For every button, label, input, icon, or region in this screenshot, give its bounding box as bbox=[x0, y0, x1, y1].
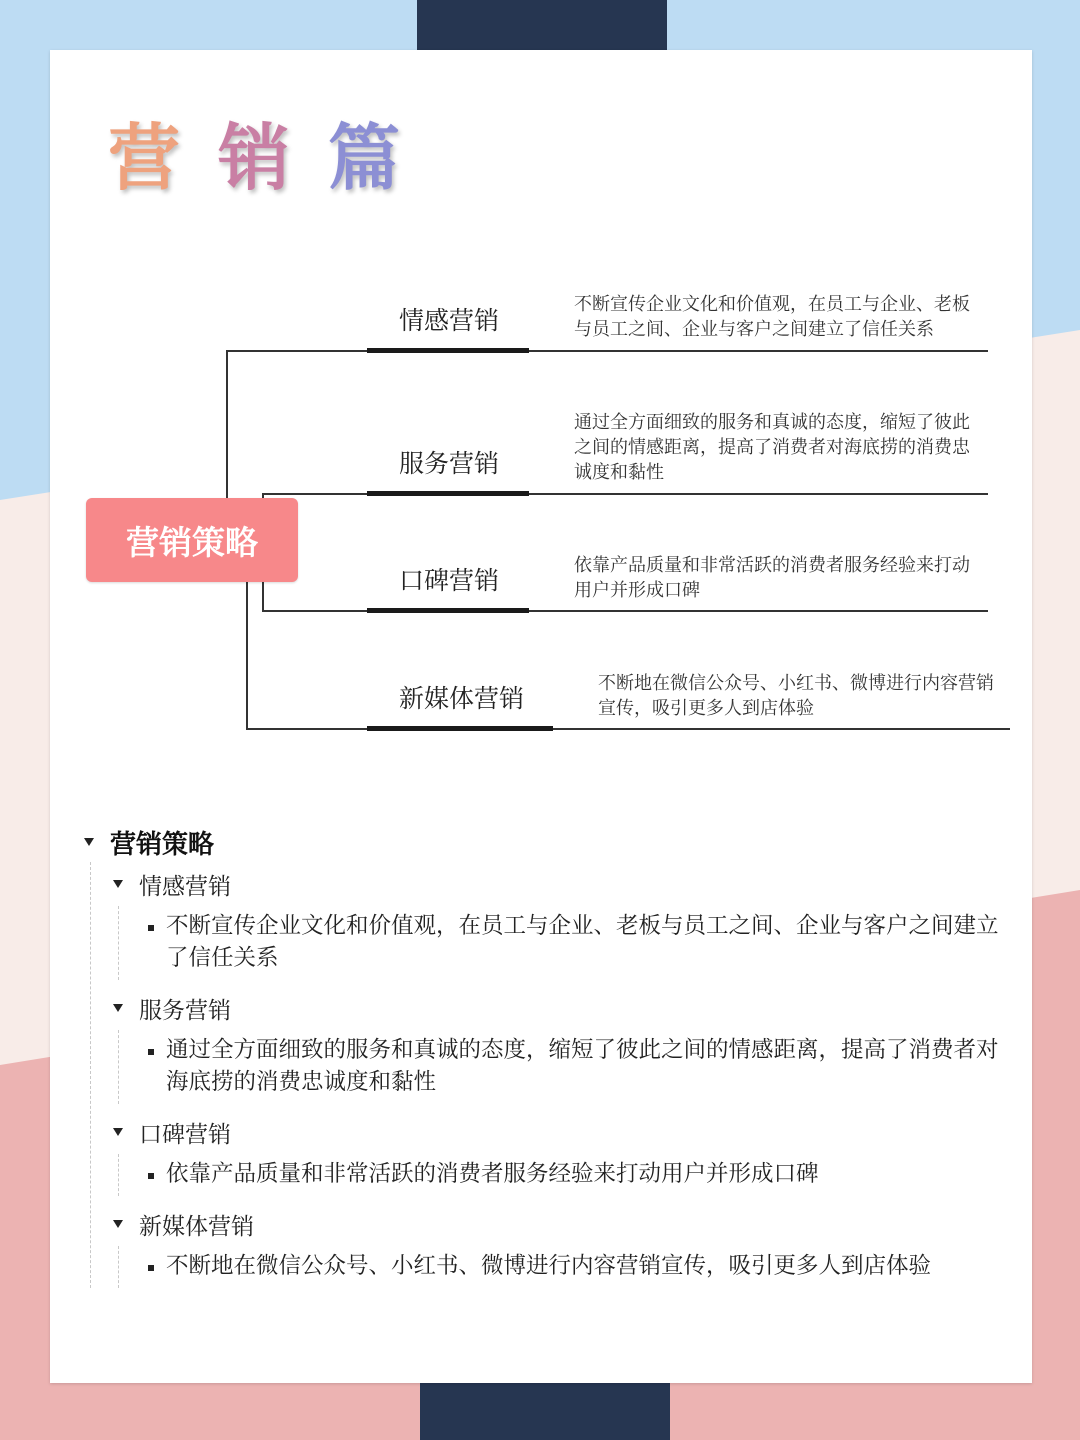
outline-item-word-of-mouth bbox=[113, 1110, 1002, 1196]
outline-item-emotional bbox=[113, 862, 1002, 980]
outline-item-header[interactable] bbox=[113, 862, 1002, 906]
caret-down-icon[interactable] bbox=[113, 880, 123, 888]
outline-leaf bbox=[146, 906, 1002, 980]
connector-lower-horizontal bbox=[246, 728, 1010, 730]
outline-children bbox=[90, 862, 1002, 1288]
title-char-3: 篇 bbox=[328, 115, 439, 200]
branch-desc-emotional: 不断宣传企业文化和价值观，在员工与企业、老板与员工之间、企业与客户之间建立了信任关系 bbox=[574, 294, 970, 340]
caret-down-icon[interactable] bbox=[113, 1220, 123, 1228]
outline-leaf-text: 通过全方面细致的服务和真诚的态度，缩短了彼此之间的情感距离，提高了消费者对海底捞的消费忠诚度和黏性 bbox=[166, 1037, 999, 1095]
caret-down-icon[interactable] bbox=[113, 1128, 123, 1136]
outline-item-label: 情感营销 bbox=[139, 873, 231, 900]
title-char-1: 营 bbox=[108, 115, 219, 200]
outline-leaf bbox=[146, 1154, 1002, 1196]
connector-lower-vertical bbox=[246, 582, 248, 728]
content-card bbox=[50, 50, 1032, 1383]
outline-item-header[interactable] bbox=[113, 986, 1002, 1030]
branch-underline-3 bbox=[367, 608, 529, 613]
outline-item-children bbox=[118, 1246, 1002, 1288]
outline-leaf-text: 不断宣传企业文化和价值观，在员工与企业、老板与员工之间、企业与客户之间建立了信任关系 bbox=[166, 913, 999, 971]
branch-desc-word-of-mouth: 依靠产品质量和非常活跃的消费者服务经验来打动用户并形成口碑 bbox=[574, 555, 970, 601]
outline-item-label: 新媒体营销 bbox=[139, 1213, 254, 1240]
bullet-icon bbox=[148, 1265, 154, 1271]
outline-leaf bbox=[146, 1030, 1002, 1104]
outline-item-children bbox=[118, 1154, 1002, 1196]
branch-desc-service: 通过全方面细致的服务和真诚的态度，缩短了彼此之间的情感距离，提高了消费者对海底捞的消费忠诚度和黏性 bbox=[574, 412, 970, 483]
outline-leaf-text: 依靠产品质量和非常活跃的消费者服务经验来打动用户并形成口碑 bbox=[166, 1161, 819, 1187]
outline-item-children bbox=[118, 1030, 1002, 1104]
branch-label-new-media: 新媒体营销 bbox=[399, 684, 525, 713]
outline-item-header[interactable] bbox=[113, 1110, 1002, 1154]
mindmap-root-node bbox=[86, 498, 298, 582]
mindmap-root-label: 营销策略 bbox=[126, 522, 258, 562]
outline-item-label: 服务营销 bbox=[139, 997, 231, 1024]
bottom-binder-tab bbox=[420, 1382, 670, 1440]
connector-upper-vertical bbox=[226, 350, 228, 498]
branch-label-word-of-mouth: 口碑营销 bbox=[399, 566, 500, 595]
outline-tree bbox=[82, 822, 1002, 1294]
outline-item-new-media bbox=[113, 1202, 1002, 1288]
connector-upper-horizontal bbox=[226, 350, 988, 352]
outline-item-service bbox=[113, 986, 1002, 1104]
branch-underline-1 bbox=[367, 348, 529, 353]
outline-leaf-text: 不断地在微信公众号、小红书、微博进行内容营销宣传，吸引更多人到店体验 bbox=[166, 1253, 932, 1279]
branch-label-emotional: 情感营销 bbox=[399, 306, 500, 335]
caret-down-icon[interactable] bbox=[113, 1004, 123, 1012]
outline-root[interactable] bbox=[82, 822, 1002, 862]
branch-desc-new-media: 不断地在微信公众号、小红书、微博进行内容营销宣传，吸引更多人到店体验 bbox=[598, 673, 994, 719]
bullet-icon bbox=[148, 1049, 154, 1055]
mindmap-diagram bbox=[50, 50, 1032, 770]
branch-label-service: 服务营销 bbox=[399, 449, 500, 478]
top-binder-tab bbox=[417, 0, 667, 52]
outline-root-label: 营销策略 bbox=[110, 829, 215, 860]
outline-leaf bbox=[146, 1246, 1002, 1288]
outline-item-children bbox=[118, 906, 1002, 980]
title-char-2: 销 bbox=[218, 115, 329, 200]
bullet-icon bbox=[148, 1173, 154, 1179]
outline-item-header[interactable] bbox=[113, 1202, 1002, 1246]
branch-underline-2 bbox=[367, 491, 529, 496]
outline-item-label: 口碑营销 bbox=[139, 1121, 231, 1148]
branch-underline-4 bbox=[367, 726, 553, 731]
caret-down-icon[interactable] bbox=[84, 838, 94, 846]
bullet-icon bbox=[148, 925, 154, 931]
